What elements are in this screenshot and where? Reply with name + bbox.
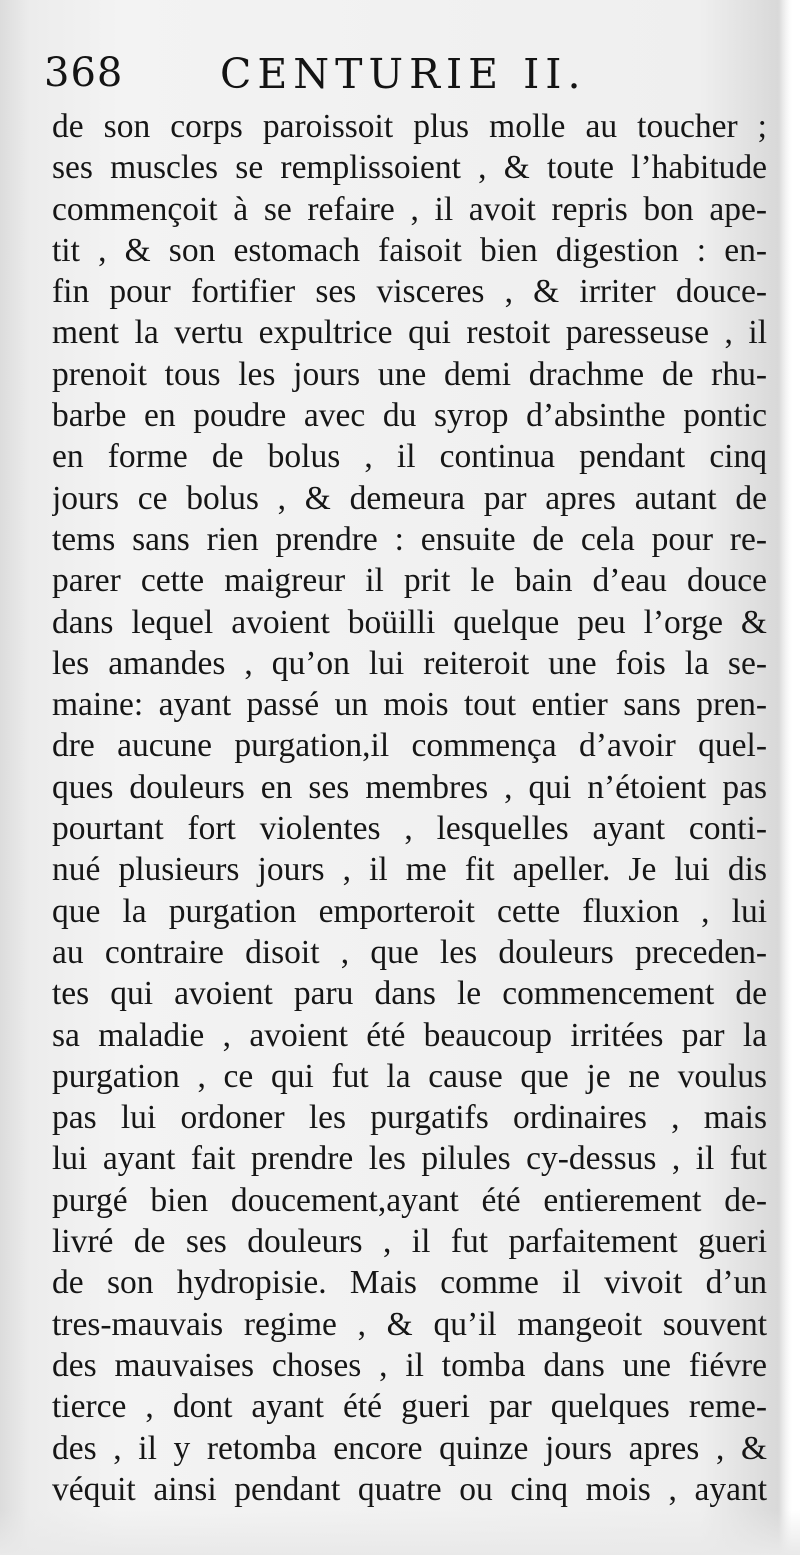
text-line: de son hydropisie. Mais comme il vivoit d’un [52,1264,767,1302]
text-line: tres-mauvais regime , & qu’il mangeoit souvent [52,1305,767,1343]
page-header [40,50,760,106]
text-line: sa maladie , avoient été beaucoup irritées par la [52,1016,767,1054]
text-line: livré de ses douleurs , il fut parfaitement gueri [52,1223,767,1261]
page-edge-bottom [0,1510,800,1555]
text-line: ses muscles se remplissoient , & toute l’habitude [52,149,767,187]
text-line: nué plusieurs jours , il me fit apeller. Je lui dis [52,851,767,889]
text-line: tierce , dont ayant été gueri par quelques reme- [52,1388,767,1426]
text-line: dre aucune purgation,il commença d’avoir quel- [52,727,767,765]
text-line: véquit ainsi pendant quatre ou cinq mois , ayant [52,1470,767,1508]
page-edge-right [778,0,800,1555]
text-line: pourtant fort violentes , lesquelles ayant conti- [52,810,767,848]
text-line: les amandes , qu’on lui reiteroit une fois la se- [52,644,767,682]
text-line: ques douleurs en ses membres , qui n’étoient pas [52,768,767,806]
text-line: en forme de bolus , il continua pendant cinq [52,438,767,476]
text-line: pas lui ordoner les purgatifs ordinaires , mais [52,1099,767,1137]
text-line: parer cette maigreur il prit le bain d’eau douce [52,562,767,600]
text-line: commençoit à se refaire , il avoit repris bon ape- [52,190,767,228]
text-line: tes qui avoient paru dans le commencement de [52,975,767,1013]
text-line: jours ce bolus , & demeura par apres autant de [52,479,767,517]
text-line: tit , & son estomach faisoit bien digestion : en- [52,231,767,269]
text-line: dans lequel avoient boüilli quelque peu l’orge & [52,603,767,641]
text-line: fin pour fortifier ses visceres , & irriter douce- [52,273,767,311]
text-line: lui ayant fait prendre les pilules cy-dessus , il fut [52,1140,767,1178]
text-line: purgé bien doucement,ayant été entierement de- [52,1181,767,1219]
running-title: CENTURIE II. [220,50,587,98]
text-line: prenoit tous les jours une demi drachme de rhu- [52,355,767,393]
text-line: des mauvaises choses , il tomba dans une fiévre [52,1346,767,1384]
text-line: barbe en poudre avec du syrop d’absinthe pontic [52,397,767,435]
text-line: ment la vertu expultrice qui restoit paresseuse , il [52,314,767,352]
text-line: maine: ayant passé un mois tout entier sans pren- [52,686,767,724]
text-line: tems sans rien prendre : ensuite de cela pour re- [52,520,767,558]
text-line: des , il y retomba encore quinze jours apres , & [52,1429,767,1467]
text-line: au contraire disoit , que les douleurs preceden- [52,933,767,971]
body-text [52,106,767,1510]
page-number: 368 [44,50,124,96]
text-line: que la purgation emporteroit cette fluxion , lui [52,892,767,930]
text-line: purgation , ce qui fut la cause que je ne voulus [52,1057,767,1095]
text-line: de son corps paroissoit plus molle au toucher ; [52,108,767,145]
